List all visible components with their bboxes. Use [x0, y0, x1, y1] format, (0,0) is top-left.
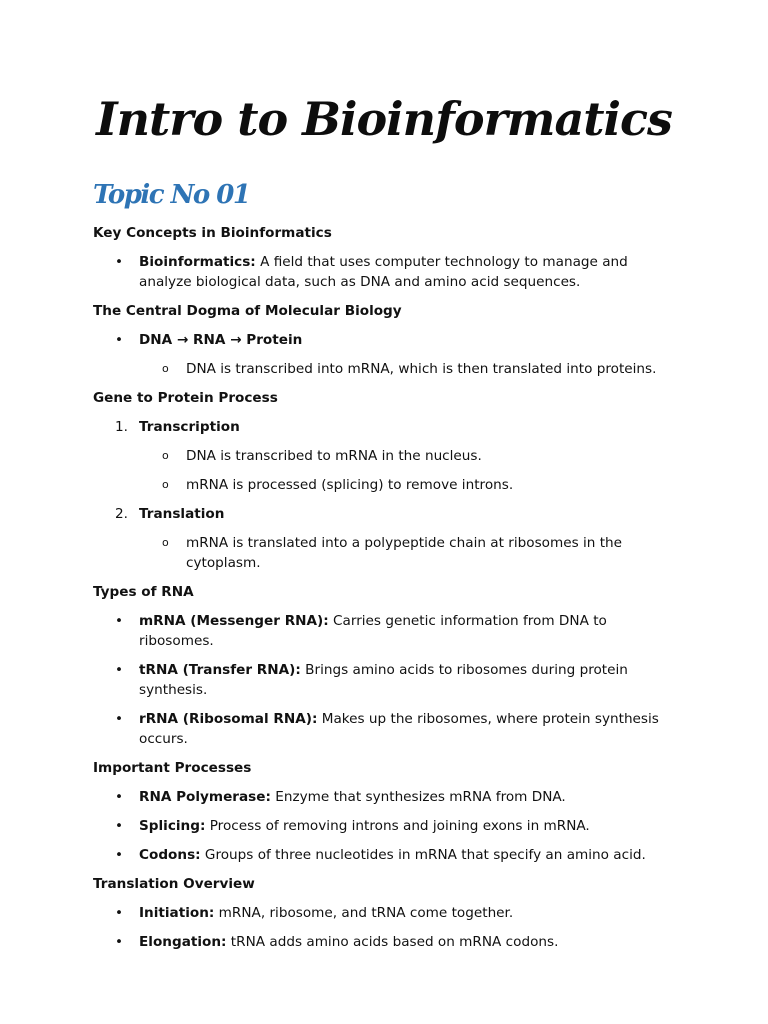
sub-list-item: [93, 533, 683, 573]
list-item: [93, 660, 683, 700]
section-heading-key-concepts: Key Concepts in Bioinformatics: [93, 225, 332, 241]
definition: mRNA, ribosome, and tRNA come together.: [214, 905, 514, 921]
bullet-icon: •: [115, 254, 124, 270]
term: Elongation:: [139, 934, 227, 950]
bullet-icon: •: [115, 847, 124, 863]
list-item: [93, 903, 683, 923]
definition: Brings amino acids to ribosomes during protein synthesis.: [139, 662, 628, 698]
term: rRNA (Ribosomal RNA):: [139, 711, 318, 727]
circle-bullet-icon: o: [162, 536, 169, 549]
bullet-icon: •: [115, 789, 124, 805]
section-heading-translation-overview: Translation Overview: [93, 876, 255, 892]
list-item: [93, 611, 683, 651]
sub-item-text: DNA is transcribed to mRNA in the nucleus.: [186, 448, 482, 464]
sub-list-item: [93, 359, 683, 379]
numbered-item: [93, 417, 683, 437]
definition: Groups of three nucleotides in mRNA that specify an amino acid.: [200, 847, 646, 863]
bullet-icon: •: [115, 711, 124, 727]
list-item: [93, 816, 683, 836]
section-heading-gene-to-protein: Gene to Protein Process: [93, 390, 278, 406]
section-heading-central-dogma: The Central Dogma of Molecular Biology: [93, 303, 402, 319]
list-item: [93, 787, 683, 807]
definition: Enzyme that synthesizes mRNA from DNA.: [270, 789, 566, 805]
term: Codons:: [139, 847, 201, 863]
topic-heading: Topic No 01: [93, 180, 250, 210]
definition: tRNA adds amino acids based on mRNA codons.: [226, 934, 559, 950]
bullet-icon: •: [115, 332, 124, 348]
term: DNA → RNA → Protein: [139, 332, 303, 348]
bullet-icon: •: [115, 934, 124, 950]
term: Translation: [139, 506, 225, 522]
list-item: [93, 709, 683, 749]
term: RNA Polymerase:: [139, 789, 271, 805]
section-heading-types-of-rna: Types of RNA: [93, 584, 194, 600]
circle-bullet-icon: o: [162, 362, 169, 375]
definition: Process of removing introns and joining exons in mRNA.: [205, 818, 590, 834]
sub-item-text: mRNA is processed (splicing) to remove introns.: [186, 477, 514, 493]
definition: Makes up the ribosomes, where protein synthesis occurs.: [139, 711, 659, 747]
list-item: [93, 252, 683, 292]
document-body: [93, 223, 683, 961]
bullet-icon: •: [115, 905, 124, 921]
bullet-icon: •: [115, 818, 124, 834]
numbered-item: [93, 504, 683, 524]
list-number: 2.: [115, 506, 128, 522]
list-number: 1.: [115, 419, 128, 435]
definition: A field that uses computer technology to manage and analyze biological data, such as DNA and amino acid sequences.: [139, 254, 628, 290]
circle-bullet-icon: o: [162, 449, 169, 462]
bullet-icon: •: [115, 613, 124, 629]
list-item: [93, 330, 683, 350]
bullet-icon: •: [115, 662, 124, 678]
term: mRNA (Messenger RNA):: [139, 613, 329, 629]
document-title: Intro to Bioinformatics: [96, 92, 672, 146]
sub-list-item: [93, 446, 683, 466]
sub-item-text: mRNA is translated into a polypeptide chain at ribosomes in the cytoplasm.: [186, 535, 623, 571]
circle-bullet-icon: o: [162, 478, 169, 491]
list-item: [93, 932, 683, 952]
sub-list-item: [93, 475, 683, 495]
list-item: [93, 845, 683, 865]
term: Initiation:: [139, 905, 215, 921]
sub-item-text: DNA is transcribed into mRNA, which is then translated into proteins.: [186, 361, 657, 377]
term: Bioinformatics:: [139, 254, 256, 270]
definition: Carries genetic information from DNA to ribosomes.: [139, 613, 607, 649]
term: tRNA (Transfer RNA):: [139, 662, 301, 678]
term: Transcription: [139, 419, 240, 435]
section-heading-important-processes: Important Processes: [93, 760, 252, 776]
term: Splicing:: [139, 818, 206, 834]
